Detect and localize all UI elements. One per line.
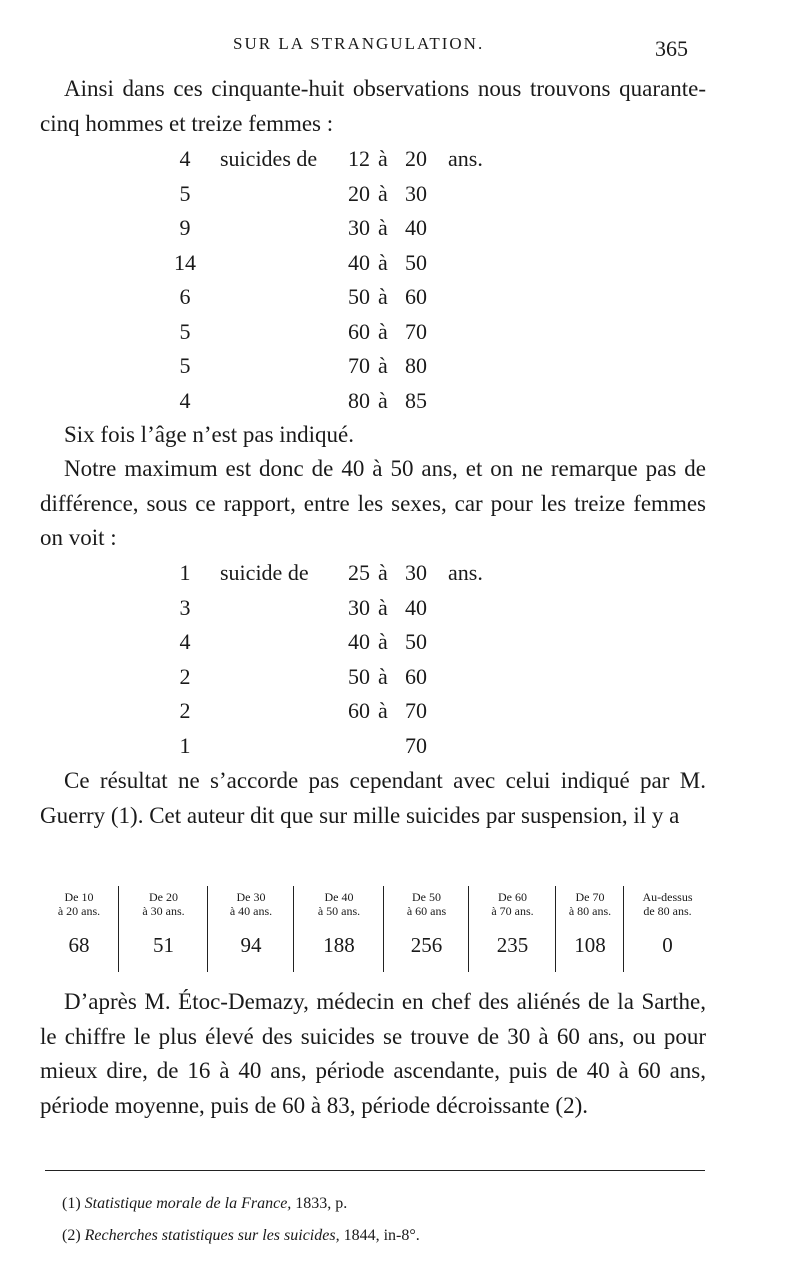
women-age-row <box>150 660 570 695</box>
footnote-details: 1833, p. <box>295 1195 348 1212</box>
men-age-row <box>150 246 570 281</box>
guerry-statistics-table <box>40 886 710 972</box>
table-column <box>468 886 556 972</box>
header-line-2: à 40 ans. <box>229 904 273 918</box>
men-age-count: 4 <box>179 387 191 413</box>
men-age-count: 5 <box>179 318 191 344</box>
women-age-from: 40 <box>348 629 370 654</box>
table-cell-value: 235 <box>496 933 529 957</box>
footnote-details: 1844, in-8°. <box>343 1227 420 1244</box>
women-age-a: à <box>378 629 388 654</box>
men-age-a: à <box>378 180 388 206</box>
header-line-2: à 80 ans. <box>568 904 612 918</box>
table-column <box>40 886 118 972</box>
footnote-mark: (2) <box>62 1227 81 1244</box>
header-line-1: De 20 <box>149 890 178 904</box>
header-line-1: De 60 <box>498 890 527 904</box>
women-age-count: 2 <box>179 663 191 689</box>
men-age-a: à <box>378 215 388 240</box>
men-age-from: 60 <box>348 318 370 344</box>
women-age-a: à <box>378 560 388 585</box>
footnote-divider <box>45 1170 705 1171</box>
men-age-to: 20 <box>405 146 427 171</box>
women-age-from: 60 <box>348 698 370 723</box>
table-column <box>118 886 208 972</box>
women-age-a: à <box>378 594 388 620</box>
men-age-count: 9 <box>179 215 191 240</box>
header-line-1: Au-dessus <box>642 890 693 904</box>
table-cell-value: 94 <box>240 933 262 957</box>
men-age-a: à <box>378 353 388 378</box>
women-age-to: 70 <box>405 698 427 723</box>
women-age-count: 1 <box>179 560 191 585</box>
women-age-count: 4 <box>179 629 191 654</box>
women-age-count: 3 <box>179 594 191 620</box>
women-age-a: à <box>378 698 388 723</box>
men-age-row <box>150 384 570 419</box>
footnotes <box>62 1188 420 1252</box>
table-column <box>623 886 711 972</box>
men-age-to: 85 <box>405 387 427 413</box>
men-age-to: 50 <box>405 249 427 275</box>
women-age-to: 40 <box>405 594 427 620</box>
table-column-header <box>208 886 294 918</box>
men-age-to: 80 <box>405 353 427 378</box>
table-column <box>383 886 469 972</box>
women-age-to: 70 <box>405 732 427 758</box>
men-age-from: 50 <box>348 284 370 309</box>
women-age-from: 30 <box>348 594 370 620</box>
table-cell-value: 51 <box>153 933 174 957</box>
men-age-row <box>150 177 570 212</box>
men-age-row <box>150 349 570 384</box>
footnote <box>62 1188 420 1220</box>
men-age-a: à <box>378 249 388 275</box>
table-cell-value: 188 <box>323 933 355 957</box>
paragraph-guerry: Ce résultat ne s’accorde pas cependant avec celui indiqué par M. Guerry (1). Cet auteur dit que sur mille suicides par suspension, il y a <box>40 768 706 828</box>
men-age-a: à <box>378 387 388 413</box>
table-column-header <box>119 886 208 918</box>
header-line-1: De 70 <box>575 890 605 904</box>
women-age-a: à <box>378 663 388 689</box>
men-age-row <box>150 142 570 177</box>
men-age-count: 4 <box>179 146 191 171</box>
header-line-1: De 50 <box>412 890 441 904</box>
paragraph-etoc-demazy: D’après M. Étoc-Demazy, médecin en chef des aliénés de la Sarthe, le chiffre le plus élevé des suicides se trouve de 30 à 60 ans, ou pour mieux dire, de 16 à 40 ans, période ascendante, puis de 40 à 60 ans, période moyenne, puis de 60 à 83, période décroissante (2). <box>40 989 706 1118</box>
table-cell-value: 108 <box>574 933 606 957</box>
header-line-2: à 70 ans. <box>491 904 534 918</box>
men-age-to: 70 <box>405 318 427 344</box>
men-age-from: 40 <box>348 249 370 275</box>
header-line-2: à 50 ans. <box>317 904 361 918</box>
table-column-header <box>469 886 556 918</box>
header-line-2: de 80 ans. <box>643 904 692 918</box>
page-header <box>0 34 800 64</box>
men-age-from: 12 <box>348 146 370 171</box>
header-line-2: à 60 ans <box>406 904 447 918</box>
women-age-row <box>150 556 570 591</box>
paragraph-age-not-indicated: Six fois l’âge n’est pas indiqué. <box>64 422 355 447</box>
footnote-title: Recherches statistiques sur les suicides, <box>84 1227 340 1244</box>
running-title: SUR LA STRANGULATION. <box>233 34 485 53</box>
men-age-from: 70 <box>348 353 370 378</box>
women-age-row <box>150 625 570 660</box>
footnote-mark: (1) <box>62 1195 81 1212</box>
women-age-to: 60 <box>405 663 427 689</box>
table-column <box>555 886 624 972</box>
men-age-suffix: ans. <box>448 146 483 171</box>
men-age-a: à <box>378 284 388 309</box>
footnote <box>62 1220 420 1252</box>
men-age-count: 14 <box>174 249 196 275</box>
table-cell-value: 0 <box>662 933 673 957</box>
table-column-header <box>556 886 624 918</box>
men-age-from: 80 <box>348 387 370 413</box>
table-cell-value: 256 <box>410 933 443 957</box>
men-age-to: 60 <box>405 284 427 309</box>
men-age-count: 6 <box>179 284 191 309</box>
men-age-list <box>150 142 570 418</box>
table-cell-value: 68 <box>68 933 90 957</box>
men-age-row <box>150 315 570 350</box>
men-age-count: 5 <box>179 180 191 206</box>
men-age-from: 20 <box>348 180 370 206</box>
men-age-to: 40 <box>405 215 427 240</box>
men-age-count: 5 <box>179 353 191 378</box>
men-age-row <box>150 280 570 315</box>
men-age-row <box>150 211 570 246</box>
men-age-word: suicides de <box>220 146 318 171</box>
header-line-2: à 20 ans. <box>57 904 101 918</box>
women-age-row <box>150 694 570 729</box>
women-age-row <box>150 591 570 626</box>
header-line-1: De 10 <box>64 890 94 904</box>
header-line-1: De 30 <box>236 890 266 904</box>
women-age-from: 25 <box>348 560 370 585</box>
men-age-a: à <box>378 318 388 344</box>
paragraph-intro: Ainsi dans ces cinquante-huit observations nous trouvons quarante-cinq hommes et treize femmes : <box>40 76 706 136</box>
table-column-header <box>624 886 711 918</box>
women-age-to: 30 <box>405 560 427 585</box>
men-age-to: 30 <box>405 180 427 206</box>
footnote-title: Statistique morale de la France, <box>84 1195 292 1212</box>
men-age-a: à <box>378 146 388 171</box>
women-age-to: 50 <box>405 629 427 654</box>
women-age-count: 2 <box>179 698 191 723</box>
paragraph-maximum: Notre maximum est donc de 40 à 50 ans, et on ne remarque pas de différence, sous ce rapport, entre les sexes, car pour les treize femmes on voit : <box>40 456 706 550</box>
table-column <box>293 886 384 972</box>
women-age-list <box>150 556 570 763</box>
table-column-header <box>40 886 118 918</box>
women-age-word: suicide de <box>220 560 309 585</box>
men-age-from: 30 <box>348 215 370 240</box>
table-column-header <box>294 886 384 918</box>
women-age-count: 1 <box>179 732 191 758</box>
table-column-header <box>384 886 469 918</box>
header-line-2: à 30 ans. <box>142 904 185 918</box>
page-number: 365 <box>655 36 688 61</box>
table-column <box>207 886 294 972</box>
women-age-from: 50 <box>348 663 370 689</box>
header-line-1: De 40 <box>324 890 354 904</box>
women-age-suffix: ans. <box>448 560 483 585</box>
women-age-row <box>150 729 570 764</box>
